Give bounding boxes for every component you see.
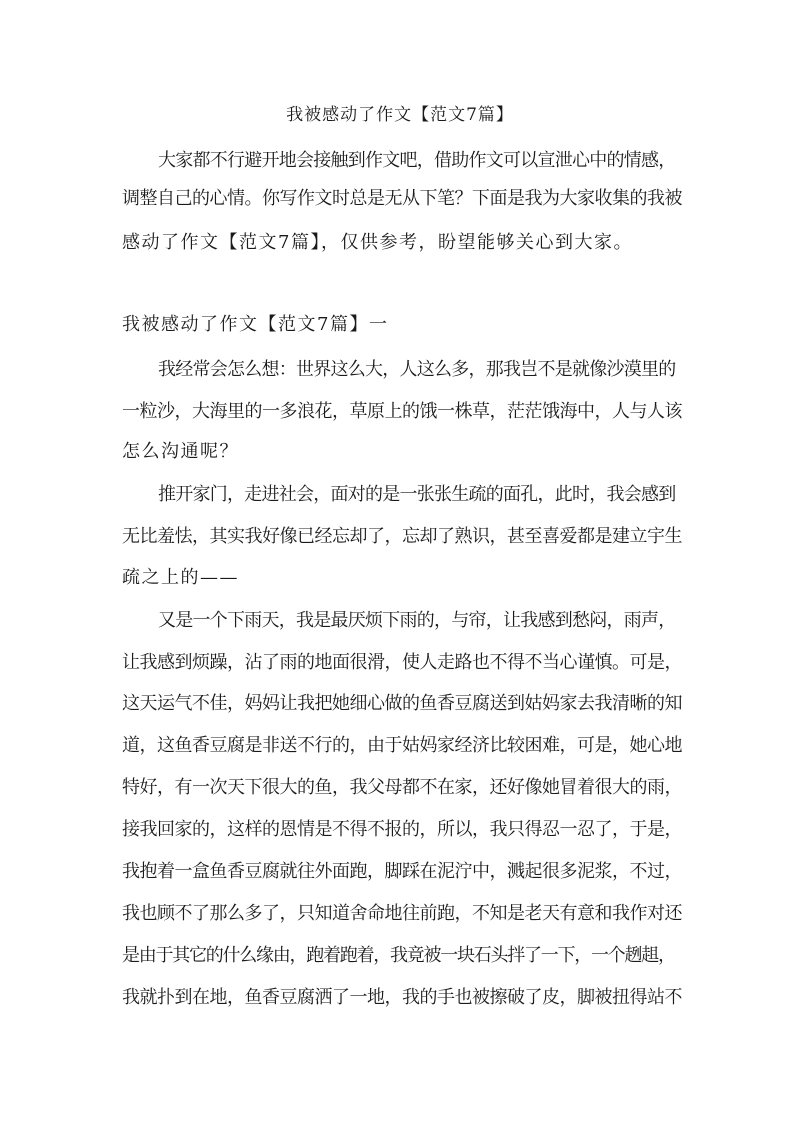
text-line: 特好，有一次天下很大的鱼，我父母都不在家，还好像她冒着很大的雨，	[122, 777, 682, 798]
document-title: 我被感动了作文【范文7篇】	[286, 105, 514, 125]
text-line: 大家都不行避开地会接触到作文吧，借助作文可以宣泄心中的情感，	[158, 150, 676, 171]
text-line: 无比羞怯，其实我好像已经忘却了，忘却了熟识，甚至喜爱都是建立宇生	[122, 526, 682, 547]
text-line: 调整自己的心情。你写作文时总是无从下笔？下面是我为大家收集的我被	[122, 188, 682, 209]
text-line: 疏之上的——	[122, 567, 239, 588]
text-line: 是由于其它的什么缘由，跑着跑着，我竟被一块石头拌了一下，一个趔趄，	[122, 945, 675, 966]
text-line: 怎么沟通呢？	[122, 441, 239, 462]
text-line: 我也顾不了那么多了，只知道舍命地往前跑，不知是老天有意和我作对还	[122, 903, 682, 924]
text-line: 让我感到烦躁，沾了雨的地面很滑，使人走路也不得不当心谨慎。可是，	[122, 652, 682, 673]
text-line: 推开家门，走进社会，面对的是一张张生疏的面孔，此时，我会感到	[158, 484, 676, 505]
text-line: 道，这鱼香豆腐是非送不行的，由于姑妈家经济比较困难，可是，她心地	[122, 735, 682, 756]
section-heading: 我被感动了作文【范文7篇】一	[122, 314, 389, 335]
text-line: 我就扑到在地，鱼香豆腐洒了一地，我的手也被擦破了皮，脚被扭得站不	[122, 987, 682, 1008]
text-line: 一粒沙，大海里的一多浪花，草原上的饿一株草，茫茫饿海中，人与人该	[122, 401, 682, 422]
text-line: 我抱着一盒鱼香豆腐就往外面跑，脚踩在泥泞中，溅起很多泥浆，不过，	[122, 861, 682, 882]
text-line: 接我回家的，这样的恩情是不得不报的，所以，我只得忍一忍了，于是，	[122, 819, 682, 840]
text-line: 又是一个下雨天，我是最厌烦下雨的，与帘，让我感到愁闷，雨声，	[158, 610, 676, 631]
text-line: 感动了作文【范文7篇】，仅供参考，盼望能够关心到大家。	[122, 232, 633, 253]
text-line: 这天运气不佳，妈妈让我把她细心做的鱼香豆腐送到姑妈家去我清晰的知	[122, 693, 682, 714]
text-line: 我经常会怎么想：世界这么大，人这么多，那我岂不是就像沙漠里的	[158, 359, 676, 380]
